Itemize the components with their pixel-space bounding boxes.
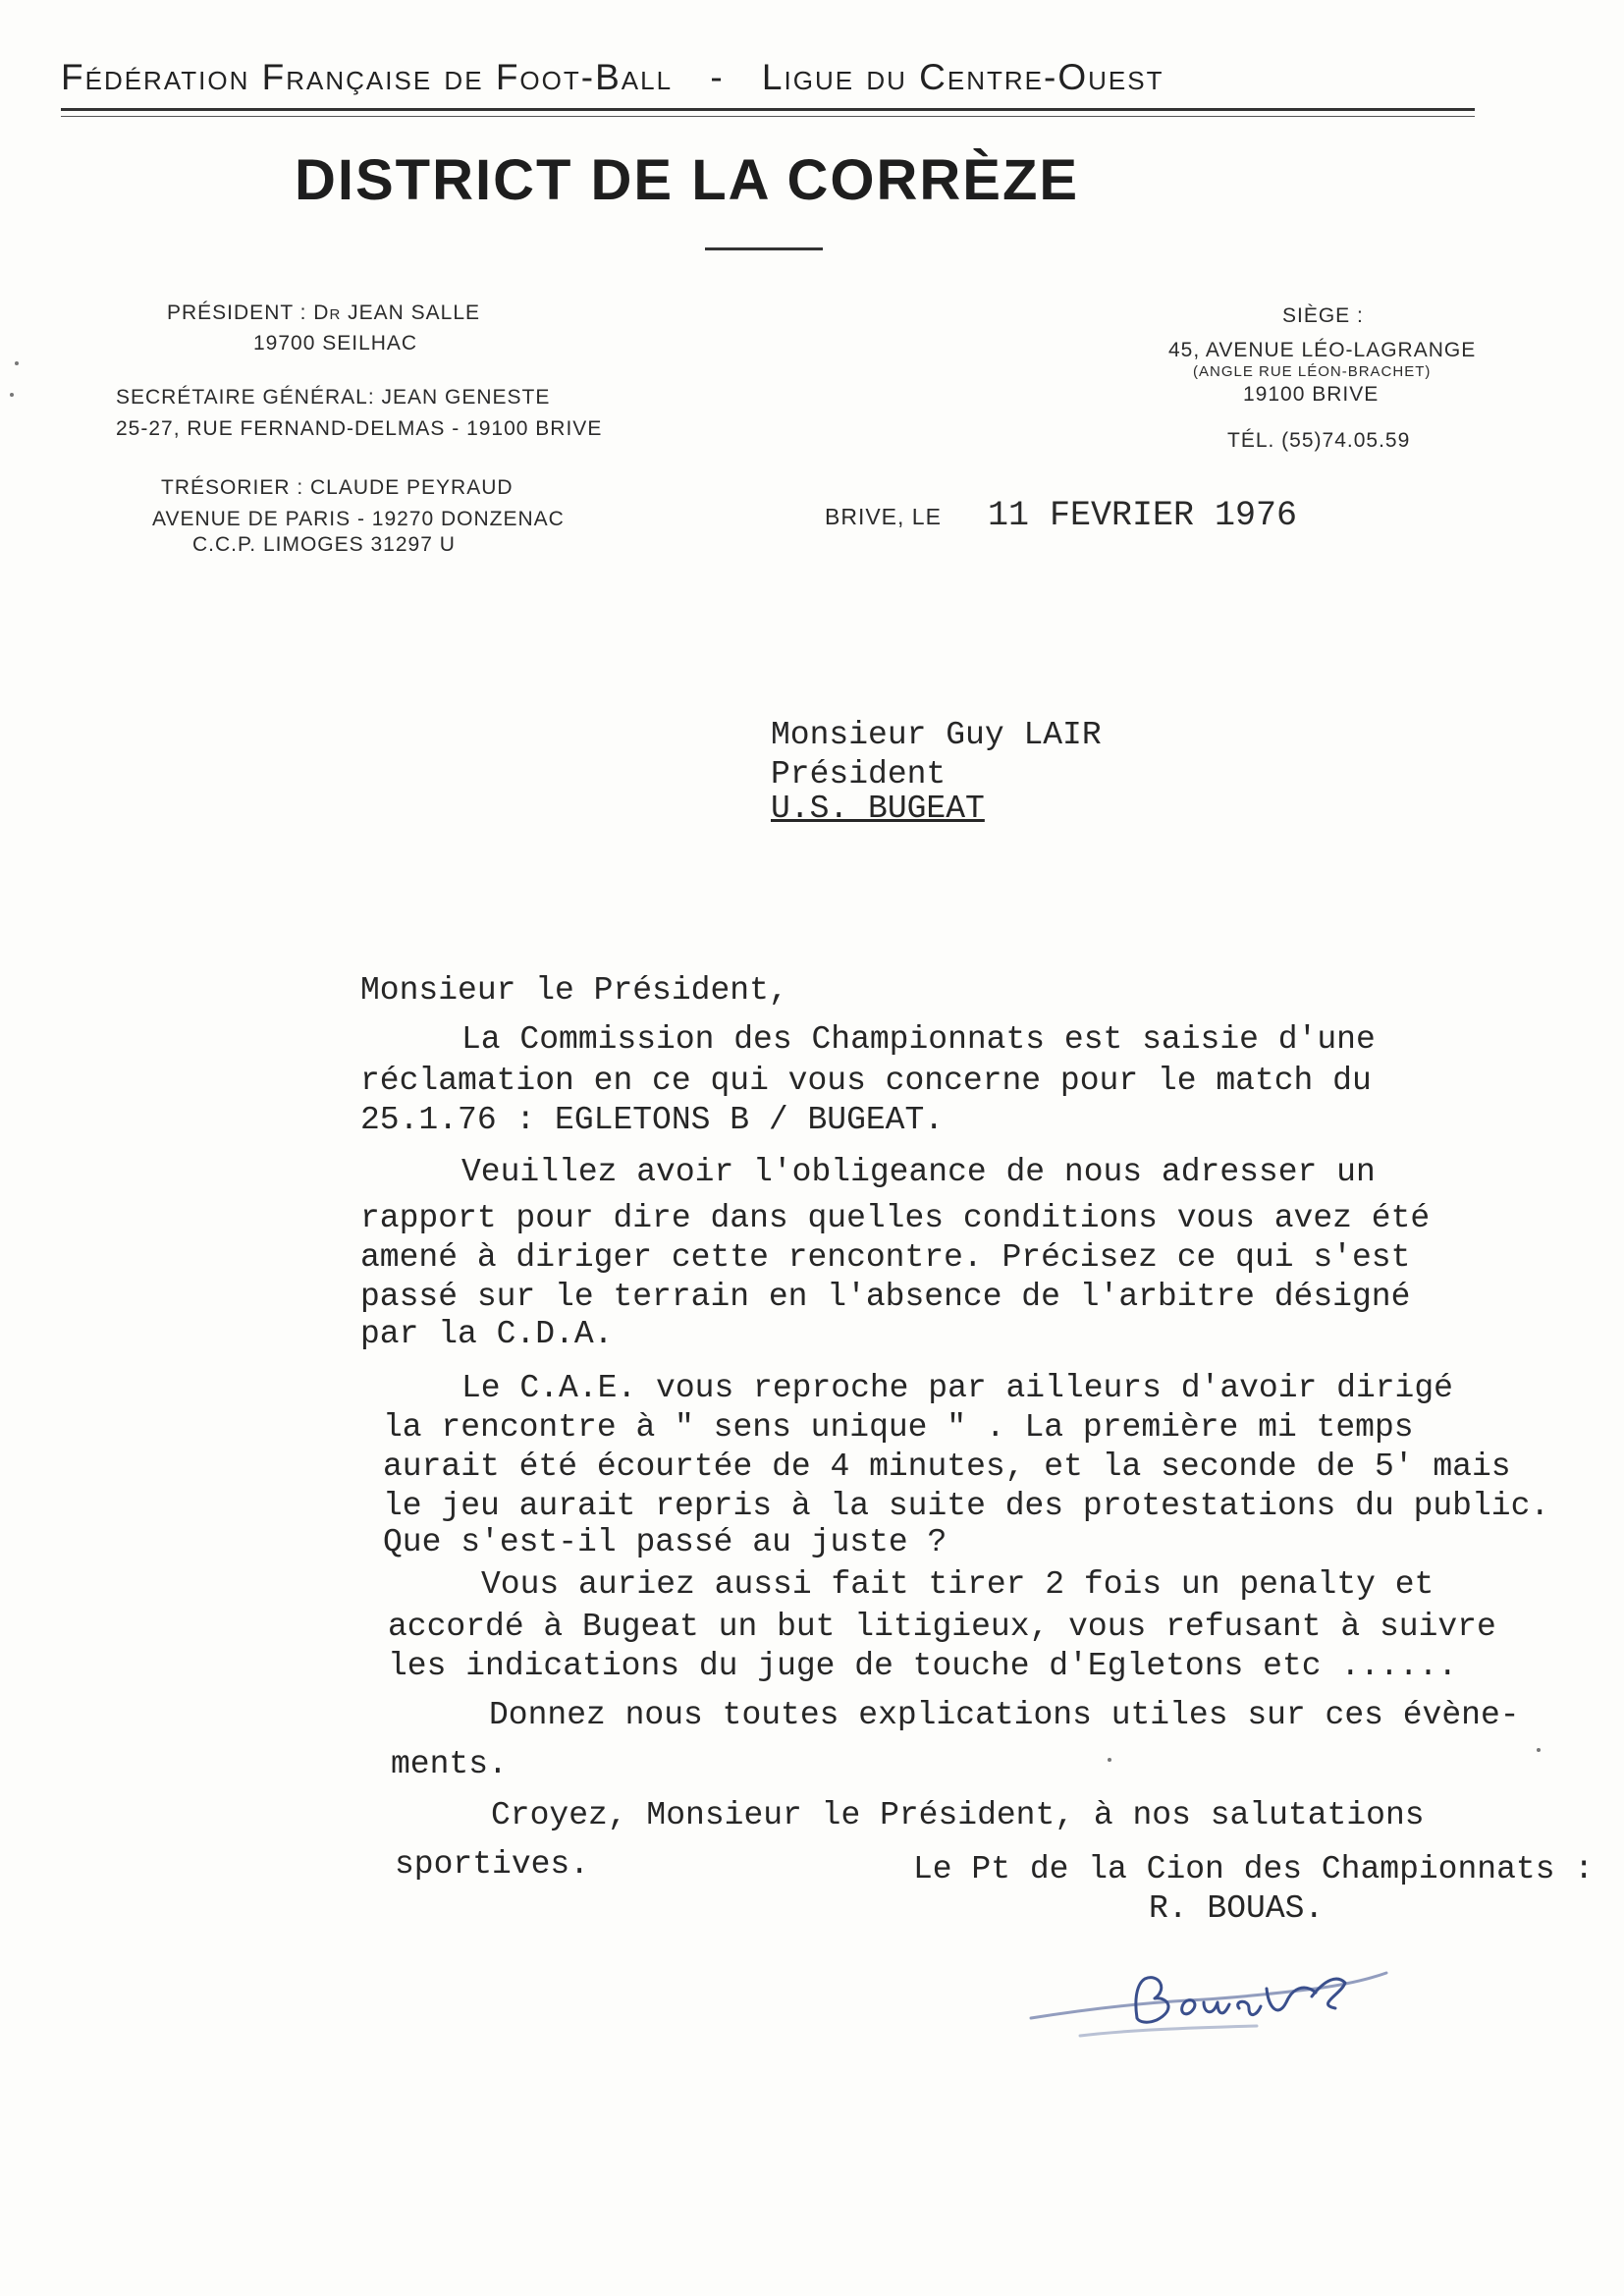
recipient-title: Président bbox=[771, 756, 947, 793]
federation-name: Fédération Française de Foot-Ball bbox=[61, 57, 674, 97]
body-line: le jeu aurait repris à la suite des protestations du public. bbox=[383, 1488, 1550, 1524]
body-line: Le C.A.E. vous reproche par ailleurs d'avoir dirigé bbox=[461, 1370, 1453, 1406]
siege-label: SIÈGE : bbox=[1282, 304, 1364, 327]
secretary-address: 25-27, RUE FERNAND-DELMAS - 19100 BRIVE bbox=[116, 417, 603, 440]
body-line: amené à diriger cette rencontre. Précisez ce qui s'est bbox=[360, 1239, 1411, 1276]
body-line: Veuillez avoir l'obligeance de nous adresser un bbox=[461, 1154, 1376, 1190]
header-rule bbox=[61, 108, 1475, 111]
closing-name: R. BOUAS. bbox=[1149, 1890, 1325, 1927]
treasurer-ccp: C.C.P. LIMOGES 31297 U bbox=[192, 533, 456, 556]
body-line: rapport pour dire dans quelles conditions vous avez été bbox=[360, 1200, 1431, 1236]
body-line: réclamation en ce qui vous concerne pour le match du bbox=[360, 1063, 1372, 1099]
body-line: Donnez nous toutes explications utiles sur ces évène- bbox=[489, 1697, 1520, 1733]
district-underline bbox=[705, 247, 823, 250]
body-line: les indications du juge de touche d'Egletons etc ...... bbox=[388, 1648, 1458, 1684]
salutation: Monsieur le Président, bbox=[360, 972, 788, 1009]
president-city: 19700 SEILHAC bbox=[253, 332, 418, 355]
signature bbox=[1021, 1949, 1394, 2057]
treasurer-address: AVENUE DE PARIS - 19270 DONZENAC bbox=[152, 508, 565, 530]
paper-speck bbox=[1108, 1758, 1111, 1762]
body-line: 25.1.76 : EGLETONS B / BUGEAT. bbox=[360, 1102, 945, 1138]
body-line: La Commission des Championnats est saisie d'une bbox=[461, 1021, 1376, 1058]
paper-speck bbox=[10, 393, 14, 397]
body-line: aurait été écourtée de 4 minutes, et la seconde de 5' mais bbox=[383, 1449, 1511, 1485]
federation-heading bbox=[61, 57, 1475, 98]
paper-speck bbox=[1537, 1748, 1541, 1752]
district-title: DISTRICT DE LA CORRÈZE bbox=[295, 148, 1080, 212]
closing-role: Le Pt de la Cion des Championnats : bbox=[913, 1851, 1595, 1887]
federation-separator: - bbox=[710, 57, 725, 97]
date-place: BRIVE, LE bbox=[825, 504, 942, 529]
president-line: PRÉSIDENT : Dr JEAN SALLE bbox=[167, 301, 481, 324]
body-line: accordé à Bugeat un but litigieux, vous refusant à suivre bbox=[388, 1609, 1496, 1645]
recipient-club: U.S. BUGEAT bbox=[771, 791, 985, 827]
body-line: passé sur le terrain en l'absence de l'arbitre désigné bbox=[360, 1279, 1411, 1315]
treasurer-line: TRÉSORIER : CLAUDE PEYRAUD bbox=[161, 476, 514, 499]
body-line: la rencontre à " sens unique " . La première mi temps bbox=[383, 1409, 1414, 1446]
body-line: ments. bbox=[391, 1746, 508, 1782]
siege-corner: (ANGLE RUE LÉON-BRACHET) bbox=[1193, 363, 1432, 380]
secretary-line: SECRÉTAIRE GÉNÉRAL: JEAN GENESTE bbox=[116, 386, 551, 409]
recipient-name: Monsieur Guy LAIR bbox=[771, 717, 1102, 753]
siege-city: 19100 BRIVE bbox=[1243, 383, 1380, 406]
body-line: Vous auriez aussi fait tirer 2 fois un penalty et bbox=[481, 1566, 1435, 1603]
body-line: sportives. bbox=[395, 1846, 590, 1883]
siege-phone: TÉL. (55)74.05.59 bbox=[1227, 429, 1411, 452]
body-line: par la C.D.A. bbox=[360, 1316, 614, 1352]
league-name: Ligue du Centre-Ouest bbox=[761, 57, 1164, 97]
body-line: Croyez, Monsieur le Président, à nos salutations bbox=[491, 1797, 1425, 1833]
header-rule-thin bbox=[61, 116, 1475, 117]
body-line: Que s'est-il passé au juste ? bbox=[383, 1524, 947, 1560]
letter-date: 11 FEVRIER 1976 bbox=[988, 496, 1298, 535]
siege-street: 45, AVENUE LÉO-LAGRANGE bbox=[1168, 339, 1477, 361]
paper-speck bbox=[15, 361, 19, 365]
